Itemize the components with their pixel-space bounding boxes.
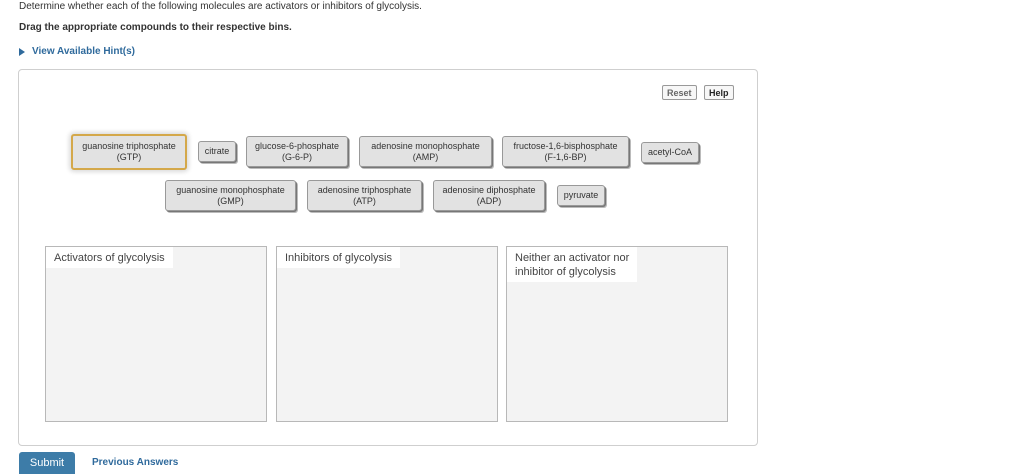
previous-answers-link[interactable]: Previous Answers xyxy=(92,457,179,468)
bin-label-line-2: inhibitor of glycolysis xyxy=(515,266,616,278)
compound-gmp[interactable] xyxy=(165,180,296,211)
compound-name: citrate xyxy=(204,146,230,156)
drag-instruction: Drag the appropriate compounds to their respective bins. xyxy=(19,22,292,33)
compound-amp[interactable] xyxy=(359,136,492,167)
instruction-text: Determine whether each of the following molecules are activators or inhibitors of glycolysis. xyxy=(19,1,422,12)
compound-abbr: (G-6-P) xyxy=(282,151,312,162)
view-hints-link[interactable] xyxy=(19,46,135,57)
submit-button[interactable]: Submit xyxy=(19,452,75,474)
compound-pyruvate[interactable] xyxy=(557,185,605,206)
help-button[interactable]: Help xyxy=(704,85,734,100)
compound-abbr: (AMP) xyxy=(412,151,439,162)
bin-label xyxy=(507,247,637,282)
compound-abbr: (F-1,6-BP) xyxy=(544,151,587,162)
compound-f16bp[interactable] xyxy=(502,136,629,167)
compound-name: guanosine monophosphate xyxy=(176,184,285,195)
compound-citrate[interactable] xyxy=(198,141,236,162)
compound-abbr: (ADP) xyxy=(476,195,502,206)
bin-label-line: Neither an activator nor xyxy=(515,252,630,264)
bin-label xyxy=(277,247,400,268)
compound-abbr: (GTP) xyxy=(116,152,142,162)
compound-name: adenosine triphosphate xyxy=(317,184,412,195)
compound-name: pyruvate xyxy=(563,190,599,200)
compound-name: glucose-6-phosphate xyxy=(254,140,340,151)
compound-gtp[interactable] xyxy=(71,134,187,170)
compound-name: guanosine triphosphate xyxy=(82,141,176,151)
compound-abbr: (ATP) xyxy=(353,195,376,206)
bin-activators[interactable] xyxy=(45,246,267,422)
bin-label-line: Activators of glycolysis xyxy=(54,252,165,264)
compound-g6p[interactable] xyxy=(246,136,348,167)
compound-atp[interactable] xyxy=(307,180,422,211)
compound-name: adenosine diphosphate xyxy=(442,184,536,195)
compound-name: adenosine monophosphate xyxy=(371,140,480,151)
bin-label xyxy=(46,247,173,268)
compound-name: fructose-1,6-bisphosphate xyxy=(513,140,618,151)
caret-right-icon xyxy=(19,48,25,56)
compound-abbr: (GMP) xyxy=(217,195,244,206)
bin-inhibitors[interactable] xyxy=(276,246,498,422)
compound-name: acetyl-CoA xyxy=(647,147,692,157)
bin-label-line: Inhibitors of glycolysis xyxy=(285,252,392,264)
compound-adp[interactable] xyxy=(433,180,545,211)
bin-neither[interactable] xyxy=(506,246,728,422)
view-hints-label: View Available Hint(s) xyxy=(32,46,135,57)
compound-acetyl-coa[interactable] xyxy=(641,142,699,163)
reset-button[interactable]: Reset xyxy=(662,85,697,100)
